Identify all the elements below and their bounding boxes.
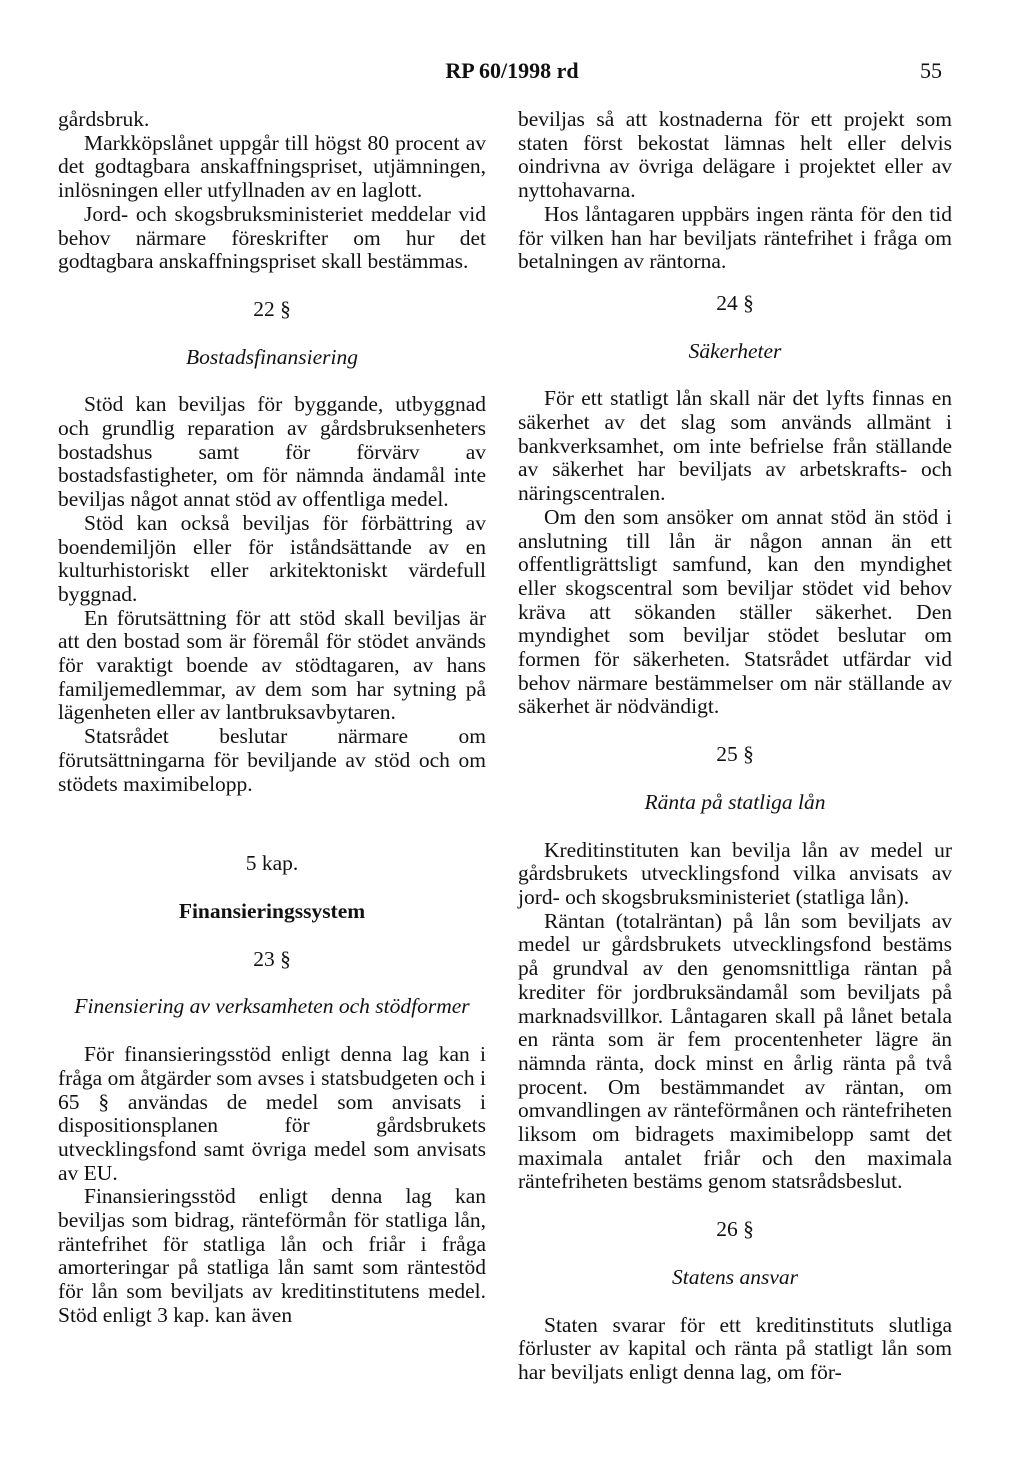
paragraph: Stöd kan också beviljas för förbättring av boendemiljön eller för iståndsättande av en kulturhistoriskt eller arkitektoniskt värdefull byggnad. xyxy=(58,510,486,606)
section-number-23: 23 § xyxy=(253,946,291,971)
chapter-title: Finansieringssystem xyxy=(178,898,366,923)
paragraph: beviljas så att kostnaderna för ett projekt som staten först bekostat lämnas helt eller delvis oindrivna av övriga delägare i projektet eller av nyttohavarna. xyxy=(518,107,952,203)
section-number-25: 25 § xyxy=(716,742,754,767)
paragraph: Jord- och skogsbruksministeriet meddelar vid behov närmare föreskrifter om hur det godtagbara anskaffningspriset skall bestämmas. xyxy=(58,201,486,274)
section-number-22: 22 § xyxy=(253,296,291,321)
section-title-25: Ränta på statliga lån xyxy=(644,789,826,814)
paragraph: Statsrådet beslutar närmare om förutsättningarna för beviljande av stöd och om stödets maximibelopp. xyxy=(58,724,486,796)
paragraph: Räntan (totalräntan) på lån som beviljats av medel ur gårdsbrukets utvecklingsfond bestäms på grundval av den genomsnittliga räntan på krediter för jordbruksändamål som beviljats på marknadsvillkor. Låntagaren skall på lånet betala en ränta som är fem procentenheter lägre än nämnda ränta, dock minst en årlig ränta på två procent. Om bestämmandet av räntan, om omvandlingen av ränteförmånen och räntefriheten liksom om bidragets maximibelopp samt det maximala antalet friår och den maximala räntefriheten bestäms genom statsrådsbeslut. xyxy=(518,908,952,1194)
document-id: RP 60/1998 rd xyxy=(445,58,579,83)
section-title-24: Säkerheter xyxy=(688,338,782,363)
paragraph: För finansieringsstöd enligt denna lag kan i fråga om åtgärder som avses i statsbudgeten och i 65 § användas de medel som anvisats i dispositionsplanen för gårdsbrukets utvecklingsfond samt övriga medel som anvisats av EU. xyxy=(58,1042,486,1185)
paragraph: Om den som ansöker om annat stöd än stöd i anslutning till lån är någon annan än ett offentligrättsligt samfund, kan den myndighet eller skogscentral som beviljar stödet vid behov kräva att sökanden ställer säkerhet. Den myndighet som beviljar stödet beslutar om formen för säkerheten. Statsrådet utfärdar vid behov närmare bestämmelser om när ställande av säkerhet är nödvändigt. xyxy=(518,504,952,719)
section-number-24: 24 § xyxy=(716,290,754,315)
left-column xyxy=(58,108,486,1328)
paragraph: gårdsbruk. xyxy=(58,107,150,131)
page-header xyxy=(0,58,1024,88)
paragraph: Markköpslånet uppgår till högst 80 procent av det godtagbara anskaffningspriset, utjämningen, inlösningen eller utfyllnaden av en laglott. xyxy=(58,130,486,203)
section-title-26: Statens ansvar xyxy=(671,1264,798,1289)
paragraph: En förutsättning för att stöd skall beviljas är att den bostad som är föremål för stödet används för varaktigt boende av stödtagaren, av hans familjemedlemmar, av dem som har sytning på lägenheten eller av lantbruksavbytaren. xyxy=(58,605,486,725)
chapter-number: 5 kap. xyxy=(245,851,299,876)
paragraph: För ett statligt lån skall när det lyfts finnas en säkerhet av det slag som används allmänt i bankverksamhet, om inte befrielse från ställande av säkerhet har beviljats av arbetskrafts- och näringscentralen. xyxy=(518,386,952,506)
paragraph: Stöd kan beviljas för byggande, utbyggnad och grundlig reparation av gårdsbruksenheters bostadshus samt för förvärv av bostadsfastigheter, om för nämnda ändamål inte beviljas något annat stöd av offentliga medel. xyxy=(58,392,486,512)
paragraph: Staten svarar för ett kreditinstituts slutliga förluster av kapital och ränta på statligt lån som har beviljats enligt denna lag, om för- xyxy=(518,1312,952,1384)
section-number-26: 26 § xyxy=(716,1217,754,1242)
paragraph: Finansieringsstöd enligt denna lag kan beviljas som bidrag, ränteförmån för statliga lån, räntefrihet för statliga lån och friår i fråga amorteringar på statliga lån samt som räntestöd för lån som beviljats av kreditinstitutens medel. Stöd enligt 3 kap. kan även xyxy=(58,1184,486,1327)
paragraph: Kreditinstituten kan bevilja lån av medel ur gårdsbrukets utvecklingsfond vilka anvisats av jord- och skogsbruksministeriet (statliga lån). xyxy=(518,837,952,909)
paragraph: Hos låntagaren uppbärs ingen ränta för den tid för vilken han har beviljats räntefrihet i fråga om betalningen av räntorna. xyxy=(518,201,952,274)
section-title-22: Bostadsfinansiering xyxy=(185,344,358,369)
section-title-23: Finensiering av verksamheten och stödformer xyxy=(74,994,470,1019)
right-column xyxy=(518,108,952,1385)
page-number: 55 xyxy=(920,58,942,83)
